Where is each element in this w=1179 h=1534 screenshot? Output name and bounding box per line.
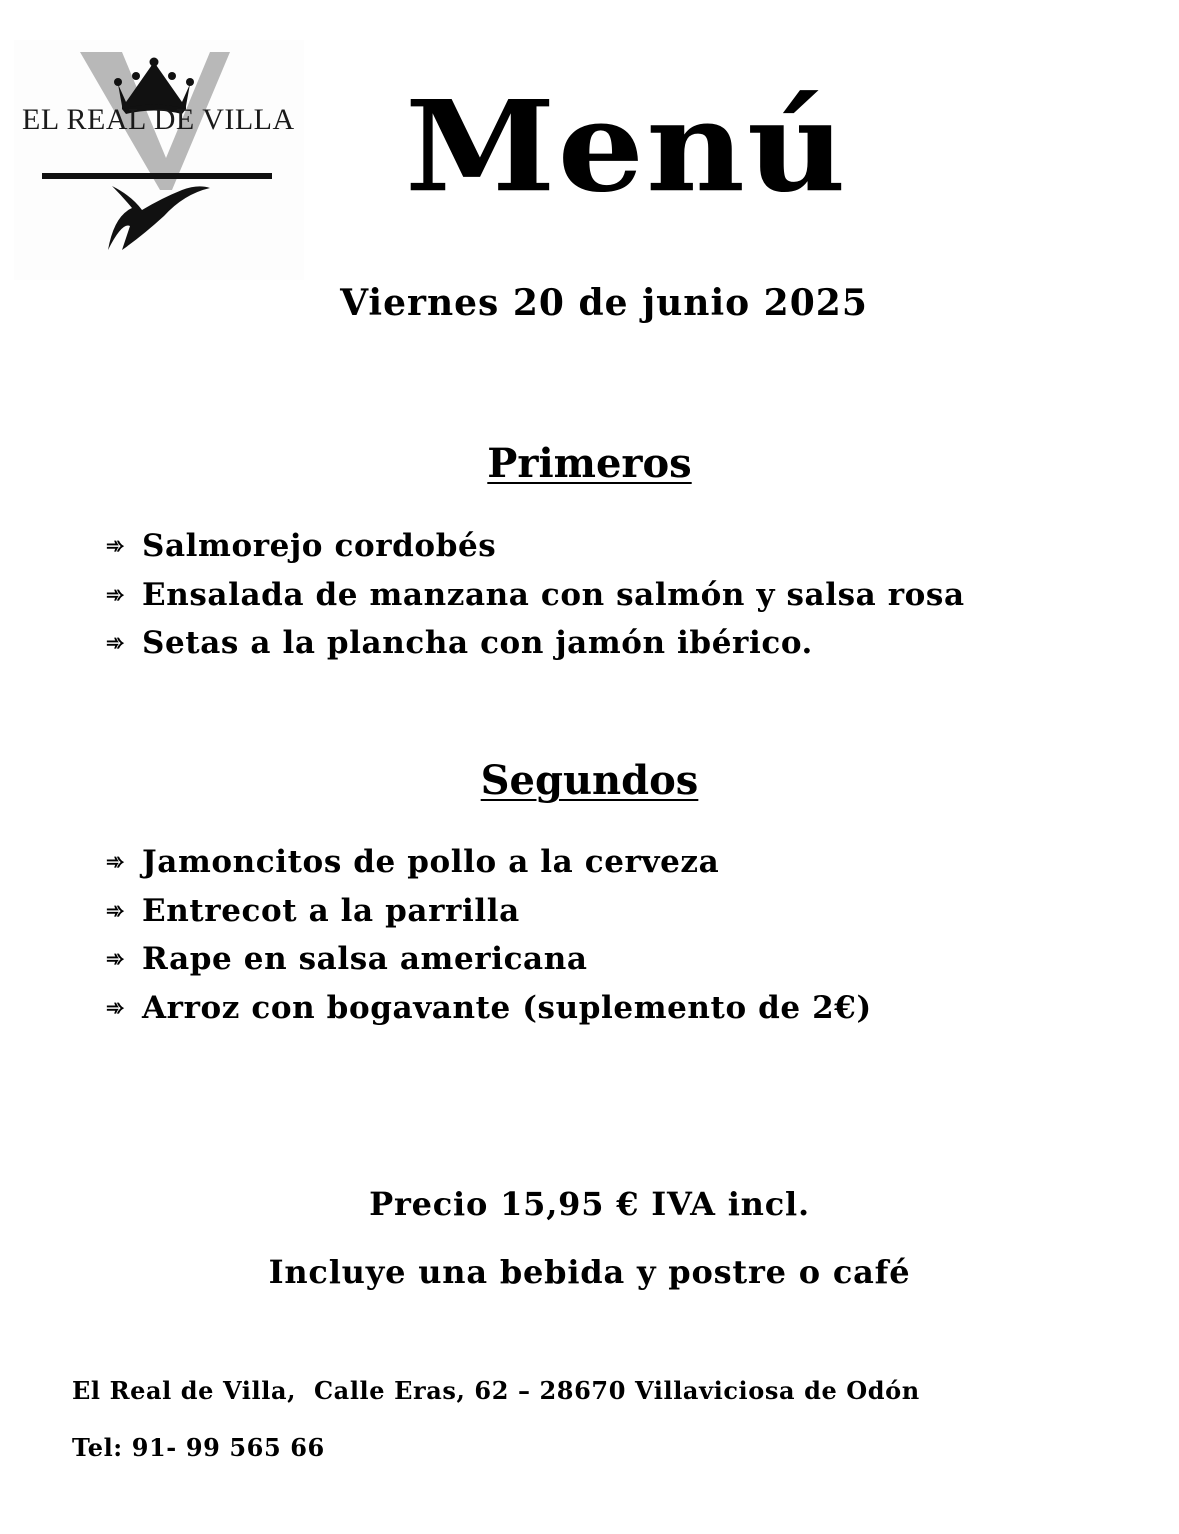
- dish-name: Salmorejo cordobés: [142, 528, 497, 565]
- dish-name: Rape en salsa americana: [142, 941, 588, 978]
- crown-v-hand-logo-icon: [14, 40, 304, 280]
- arrow-bullet-icon: ➾: [106, 946, 126, 973]
- list-item: [106, 887, 872, 936]
- list-item: [106, 984, 872, 1033]
- restaurant-logo: [14, 40, 304, 280]
- list-item: [106, 571, 965, 620]
- arrow-bullet-icon: ➾: [106, 533, 126, 560]
- segundos-heading: Segundos: [480, 757, 699, 804]
- arrow-bullet-icon: ➾: [106, 849, 126, 876]
- arrow-bullet-icon: ➾: [106, 630, 126, 657]
- dish-name: Ensalada de manzana con salmón y salsa rosa: [142, 576, 965, 613]
- list-item: [106, 935, 872, 984]
- list-item: [106, 522, 965, 571]
- footer-phone: Tel: 91- 99 565 66: [72, 1433, 325, 1462]
- dish-name: Arroz con bogavante (suplemento de 2€): [142, 989, 872, 1026]
- footer-address: El Real de Villa, Calle Eras, 62 – 28670 Villaviciosa de Odón: [72, 1376, 920, 1405]
- menu-title: Menú: [405, 73, 848, 221]
- primeros-heading: Primeros: [487, 440, 692, 487]
- dish-name: Jamoncitos de pollo a la cerveza: [142, 844, 720, 881]
- menu-includes: Incluye una bebida y postre o café: [268, 1253, 911, 1291]
- menu-date: Viernes 20 de junio 2025: [340, 282, 868, 324]
- arrow-bullet-icon: ➾: [106, 581, 126, 608]
- segundos-list: [106, 838, 872, 1032]
- primeros-list: [106, 522, 965, 668]
- arrow-bullet-icon: ➾: [106, 994, 126, 1021]
- list-item: [106, 838, 872, 887]
- menu-price: Precio 15,95 € IVA incl.: [369, 1185, 810, 1223]
- dish-name: Setas a la plancha con jamón ibérico.: [142, 625, 813, 662]
- dish-name: Entrecot a la parrilla: [142, 892, 520, 929]
- arrow-bullet-icon: ➾: [106, 897, 126, 924]
- list-item: [106, 619, 965, 668]
- logo-brand-text: EL REAL DE VILLA: [22, 103, 295, 136]
